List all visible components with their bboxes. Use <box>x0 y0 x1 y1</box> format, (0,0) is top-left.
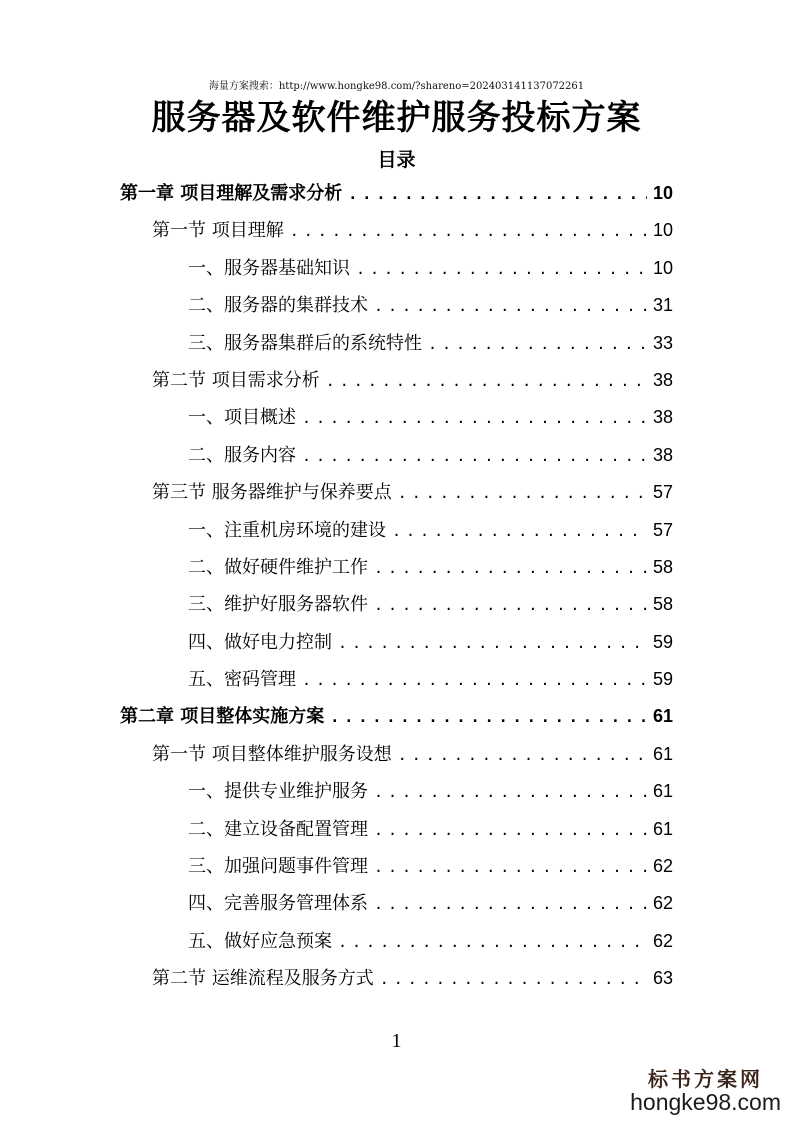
toc-entry-page: 57 <box>652 482 673 503</box>
toc-subsection-entry[interactable] <box>120 437 673 474</box>
toc-dot-leader <box>398 475 647 512</box>
toc-dot-leader <box>374 849 647 886</box>
toc-entry-label: 五、做好应急预案 <box>188 930 332 952</box>
toc-dot-leader <box>374 886 647 923</box>
toc-entry-page: 61 <box>652 706 673 727</box>
document-title: 服务器及软件维护服务投标方案 <box>151 98 642 138</box>
toc-entry-label: 第三节 服务器维护与保养要点 <box>152 482 392 504</box>
toc-section-entry[interactable] <box>120 736 673 773</box>
toc-entry-label: 第二节 项目需求分析 <box>152 369 320 391</box>
toc-entry-page: 62 <box>652 893 673 914</box>
toc-entry-label: 四、完善服务管理体系 <box>188 893 368 915</box>
toc-dot-leader <box>374 774 647 811</box>
toc-entry-page: 38 <box>652 444 673 465</box>
toc-section-entry[interactable] <box>120 212 673 249</box>
toc-section-entry[interactable] <box>120 474 673 511</box>
toc-entry-label: 第二节 运维流程及服务方式 <box>152 968 374 990</box>
toc-entry-label: 五、密码管理 <box>188 669 296 691</box>
toc-entry-label: 二、做好硬件维护工作 <box>188 556 368 578</box>
toc-dot-leader <box>326 363 647 400</box>
source-search-line: 海量方案搜索：http://www.hongke98.com/?shareno=20240314113707​2261 <box>208 81 585 92</box>
toc-dot-leader <box>398 737 647 774</box>
watermark-cn-text: 标书方案网 <box>648 1066 764 1091</box>
toc-dot-leader <box>302 438 647 475</box>
toc-subsection-entry[interactable] <box>120 923 673 960</box>
toc-subsection-entry[interactable] <box>120 549 673 586</box>
toc-subsection-entry[interactable] <box>120 399 673 436</box>
toc-entry-label: 第二章 项目整体实施方案 <box>120 706 325 728</box>
toc-heading: 目录 <box>377 149 416 171</box>
toc-entry-label: 第一章 项目理解及需求分析 <box>120 183 343 204</box>
table-of-contents <box>120 175 673 998</box>
toc-dot-leader <box>428 326 647 363</box>
watermark-en-text: hongke98.com <box>630 1088 781 1115</box>
toc-dot-leader <box>302 662 647 699</box>
toc-entry-page: 38 <box>652 369 673 390</box>
toc-subsection-entry[interactable] <box>120 287 673 324</box>
toc-entry-page: 10 <box>652 183 673 203</box>
toc-entry-page: 33 <box>652 332 673 353</box>
toc-entry-label: 三、服务器集群后的系统特性 <box>188 332 422 354</box>
toc-entry-page: 57 <box>652 519 673 540</box>
toc-subsection-entry[interactable] <box>120 773 673 810</box>
toc-entry-label: 三、维护好服务器软件 <box>188 594 368 616</box>
toc-dot-leader <box>374 288 647 325</box>
toc-entry-page: 61 <box>652 818 673 839</box>
toc-entry-page: 63 <box>652 968 673 989</box>
toc-entry-label: 三、加强问题事件管理 <box>188 856 368 878</box>
toc-entry-label: 一、服务器基础知识 <box>188 257 350 279</box>
toc-entry-page: 10 <box>652 220 673 241</box>
toc-dot-leader <box>338 924 647 961</box>
toc-section-entry[interactable] <box>120 362 673 399</box>
toc-entry-page: 62 <box>652 856 673 877</box>
toc-dot-leader <box>330 699 647 736</box>
toc-dot-leader <box>380 961 647 998</box>
watermark-logo <box>630 1066 781 1115</box>
toc-entry-label: 一、提供专业维护服务 <box>188 781 368 803</box>
toc-subsection-entry[interactable] <box>120 250 673 287</box>
toc-entry-page: 62 <box>652 930 673 951</box>
toc-subsection-entry[interactable] <box>120 624 673 661</box>
toc-entry-label: 第一节 项目理解 <box>152 220 284 242</box>
toc-entry-page: 38 <box>652 407 673 428</box>
toc-dot-leader <box>290 213 647 250</box>
toc-subsection-entry[interactable] <box>120 661 673 698</box>
toc-entry-label: 二、服务器的集群技术 <box>188 295 368 317</box>
toc-chapter-entry[interactable] <box>120 175 673 212</box>
toc-entry-page: 58 <box>652 594 673 615</box>
toc-dot-leader <box>302 400 647 437</box>
toc-subsection-entry[interactable] <box>120 811 673 848</box>
toc-dot-leader <box>374 587 647 624</box>
page-number: 1 <box>391 1030 402 1052</box>
toc-entry-page: 59 <box>652 631 673 652</box>
toc-dot-leader <box>356 251 647 288</box>
toc-entry-label: 一、注重机房环境的建设 <box>188 519 386 541</box>
toc-chapter-entry[interactable] <box>120 698 673 735</box>
toc-subsection-entry[interactable] <box>120 512 673 549</box>
toc-entry-page: 59 <box>652 669 673 690</box>
toc-entry-page: 61 <box>652 781 673 802</box>
toc-dot-leader <box>374 550 647 587</box>
toc-entry-page: 58 <box>652 556 673 577</box>
toc-section-entry[interactable] <box>120 960 673 997</box>
toc-dot-leader <box>374 812 647 849</box>
toc-subsection-entry[interactable] <box>120 325 673 362</box>
toc-entry-page: 10 <box>652 257 673 278</box>
toc-subsection-entry[interactable] <box>120 586 673 623</box>
toc-entry-label: 第一节 项目整体维护服务设想 <box>152 743 392 765</box>
toc-dot-leader <box>348 176 647 213</box>
toc-subsection-entry[interactable] <box>120 848 673 885</box>
toc-entry-label: 一、项目概述 <box>188 407 296 429</box>
toc-entry-label: 二、建立设备配置管理 <box>188 818 368 840</box>
toc-entry-page: 61 <box>652 743 673 764</box>
toc-dot-leader <box>392 513 647 550</box>
toc-entry-page: 31 <box>652 295 673 316</box>
toc-dot-leader <box>338 625 647 662</box>
toc-subsection-entry[interactable] <box>120 885 673 922</box>
toc-entry-label: 二、服务内容 <box>188 444 296 466</box>
toc-entry-label: 四、做好电力控制 <box>188 631 332 653</box>
